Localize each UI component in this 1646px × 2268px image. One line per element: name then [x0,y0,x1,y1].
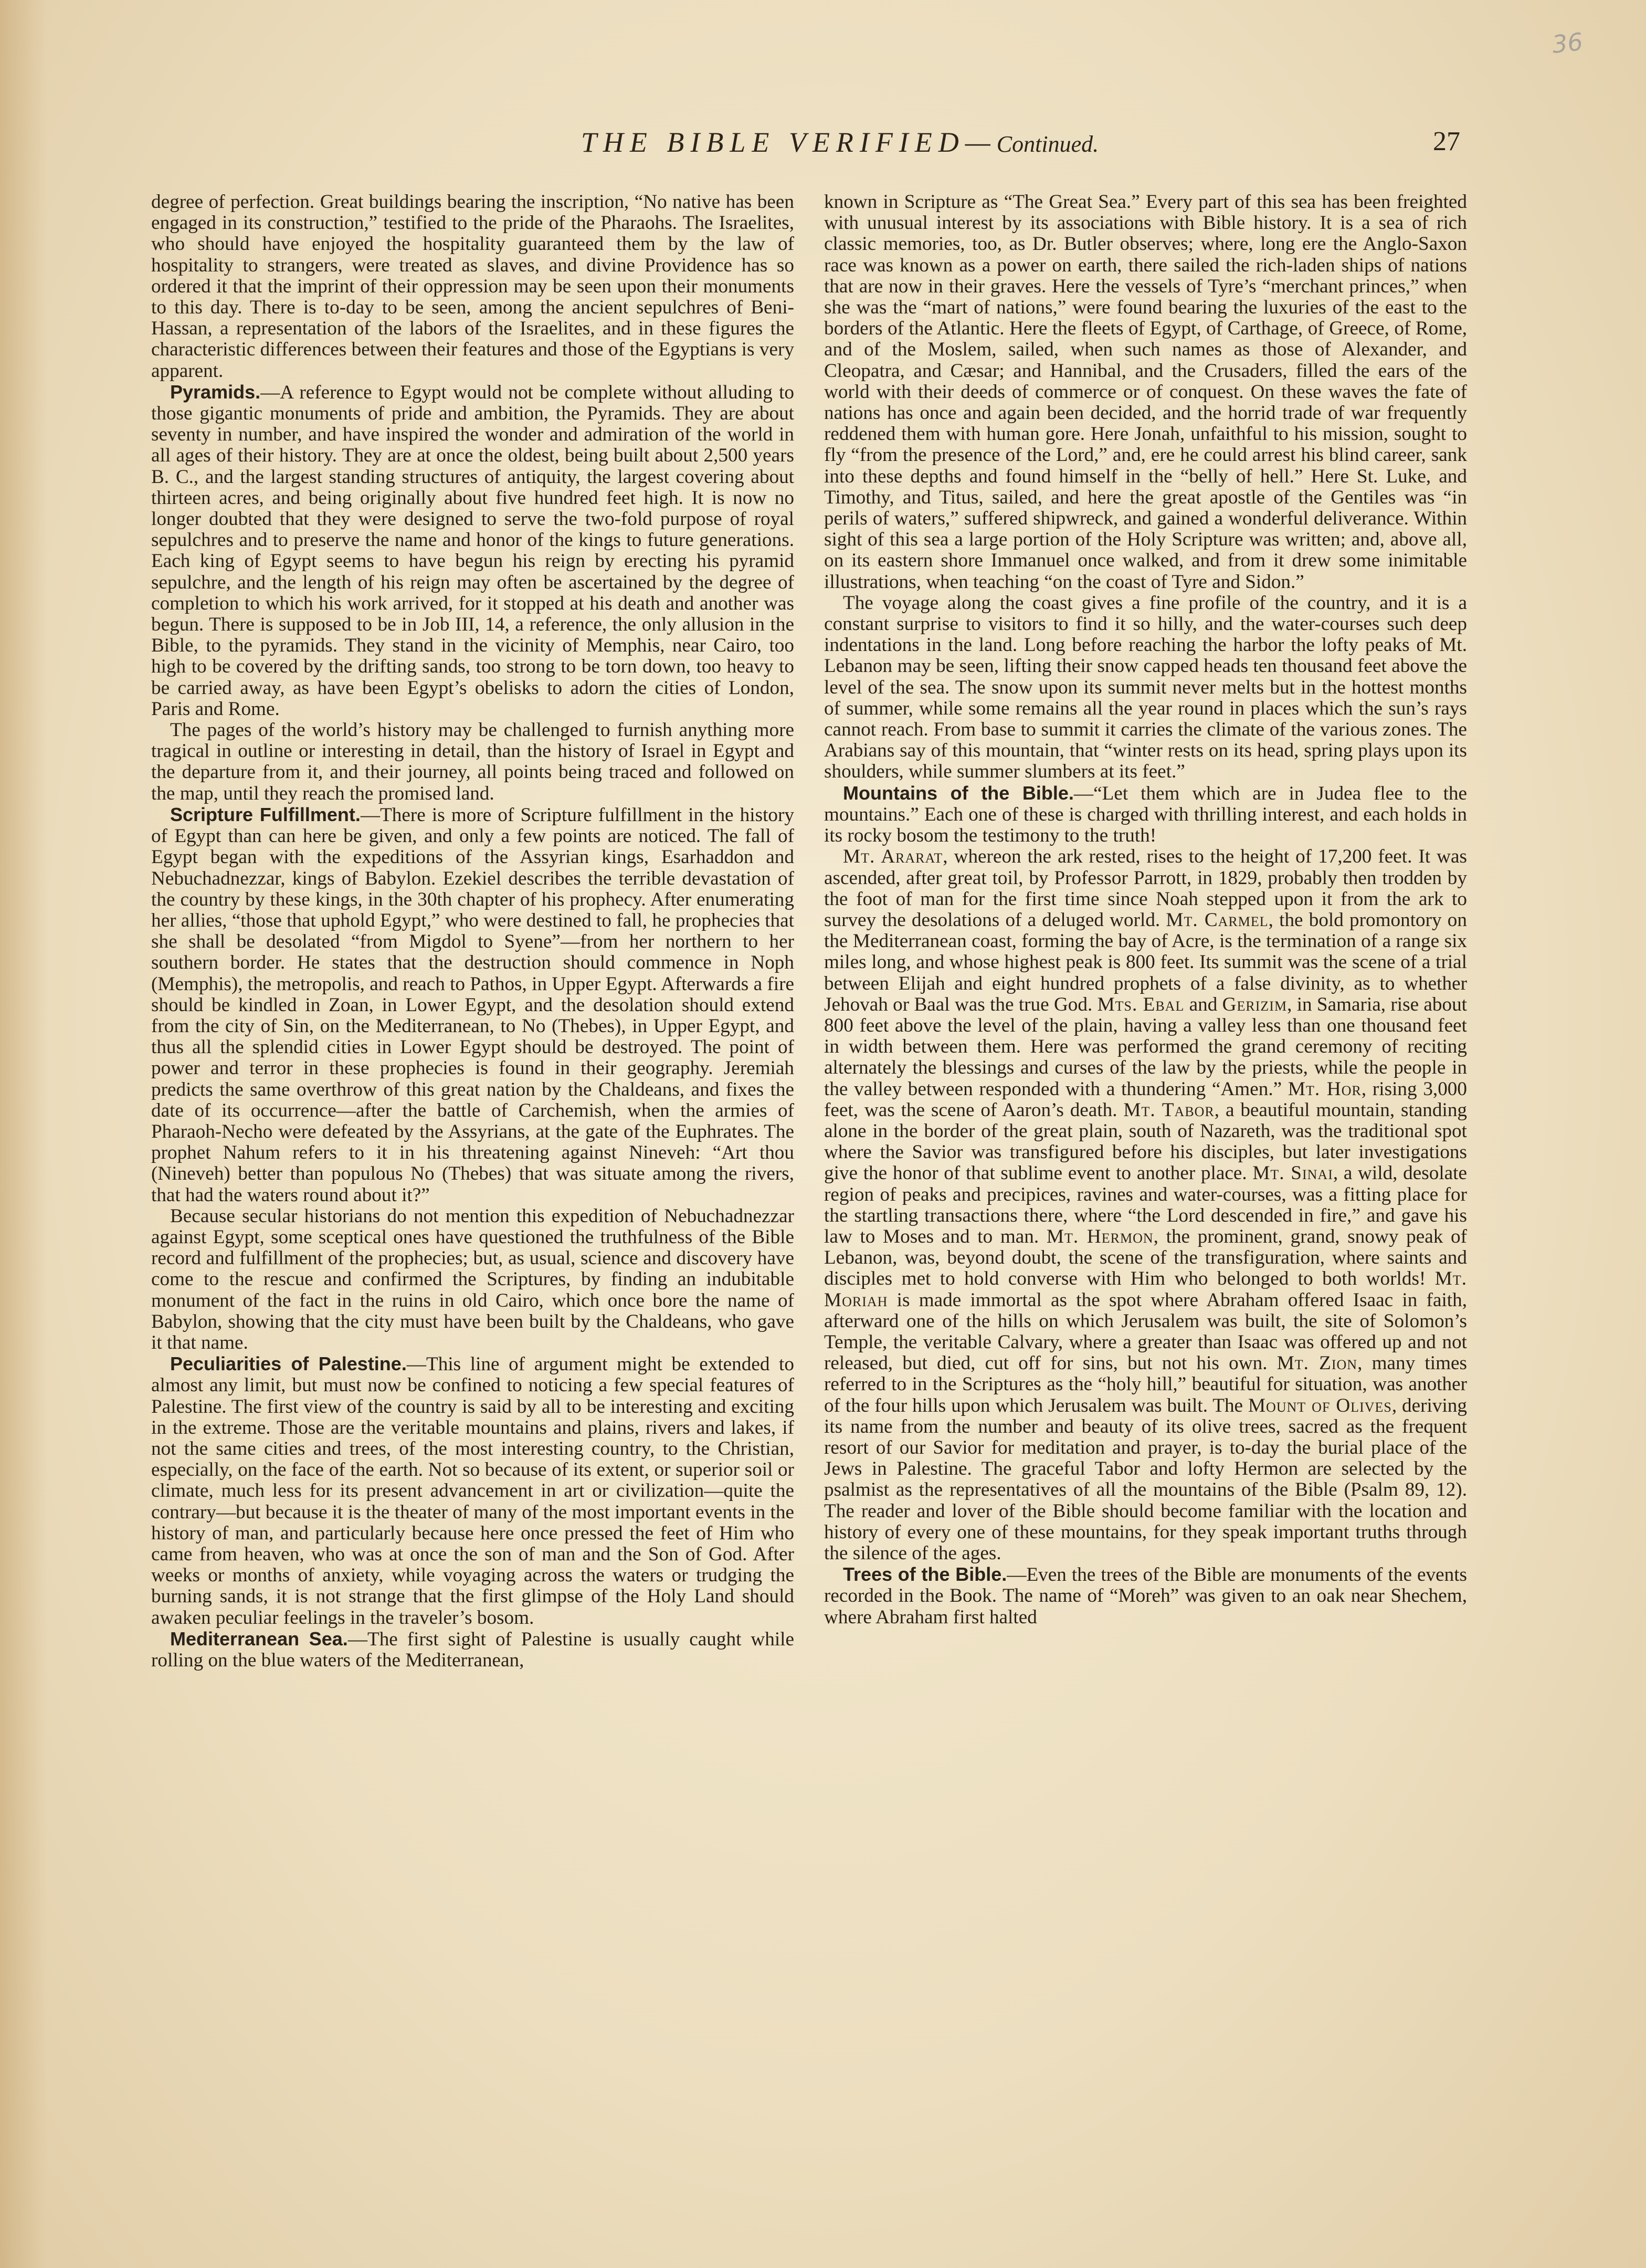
paragraph-trees [824,1564,1467,1628]
running-head-title [472,126,1207,159]
paragraph-text: , the bold promontory on the Mediterranean coast, forming the bay of Acre, is the termination of a range six miles long, and whose highest peak is 800 feet. Its summit was the scene of a trial between Elijah and eight hundred prophets of a false divinity, as to whether Jehovah or Baal was the true God. [824,909,1467,1015]
continued-label: Continued. [996,131,1099,157]
paragraph-mountains [824,783,1467,847]
paragraph-perfection: degree of perfection. Great buildings bearing the inscription, “No native has been engaged in its construction,” testified to the pride of the Pharaohs. The Israelites, who should have enjoyed the hospitality guaranteed them by the law of hospitality to strangers, were treated as slaves, and divine Providence has so ordered it that the imprint of their oppression may be seen upon their monuments to this day. There is to-day to be seen, among the ancient sepulchres of Beni-Hassan, a representation of the labors of the Israelites, and in these figures the characteristic differences between their features and those of the Egyptians is very apparent. [151,191,794,382]
paragraph-secular-historians: Because secular historians do not mention this expedition of Nebuchadnezzar against Egypt, some sceptical ones have questioned the truthfulness of the Bible record and fulfillment of the prophecies; but, as usual, science and discovery have come to the rescue and confirmed the Scriptures, by finding an indubitable monument of the fact in the ruins in old Cairo, which once bore the name of Babylon, showing that the city must have been built by the Chaldeans, who gave it that name. [151,1205,794,1353]
paragraph-text: —“Let them which are in Judea flee to the mountains.” Each one of these is charged with thrilling interest, and each holds in its rocky bosom the testimony to the truth! [824,782,1468,847]
mountain-name: Mt. Moriah [824,1268,1467,1311]
paragraph-text: —The first sight of Palestine is usually caught while rolling on the blue waters of the Mediterranean, [151,1628,794,1672]
right-column [824,192,1467,2092]
paragraph-text: is made immortal as the spot where Abraham offered Isaac in faith, afterward one of the hills on which Jerusalem was built, the site of Solomon’s Temple, the veritable Calvary, where a greater than Isaac was offered up and not released, but died, cut off for sins, but not his own. [824,1289,1467,1374]
section-heading-trees: Trees of the Bible. [843,1563,1007,1586]
paragraph-voyage: The voyage along the coast gives a fine profile of the country, and it is a constant surprise to visitors to find it so hilly, and the water-courses such deep indentations in the land. Long before reaching the harbor the lofty peaks of Mt. Lebanon may be seen, lifting their snow capped heads ten thousand feet above the level of the sea. The snow upon its summit never melts but in the hottest months of summer, while some remains all the year round in places which the sun’s rays cannot reach. From base to summit it carries the climate of the various zones. The Arabians say of this mountain, that “winter rests on its head, spring plays upon its shoulders, while summer slumbers at its feet.” [824,592,1467,783]
section-heading-mountains: Mountains of the Bible. [843,782,1074,804]
paragraph-text: , the prominent, grand, snowy peak of Lebanon, was, beyond doubt, the scene of the transfiguration, where saints and disciples met to hold converse with Him who belonged to both worlds! [824,1225,1467,1290]
paragraph-world-history: The pages of the world’s history may be challenged to furnish anything more tragical in outline or interesting in detail, than the history of Israel in Egypt and the departure from it, and their journey, all points being traced and followed on the map, until they reach the promised land. [151,719,794,804]
paragraph-text: , deriving its name from the number and beauty of its olive trees, sacred as the frequent resort of our Savior for meditation and prayer, is to-day the burial place of the Jews in Palestine. The graceful Tabor and lofty Hermon are selected by the psalmist as the representatives of all the mountains of the Bible (Psalm 89, 12). The reader and lover of the Bible should become familiar with the location and history of every one of these mountains, for they speak important truths through the silence of the ages. [824,1394,1467,1564]
mountain-name: Gerizim [1222,993,1288,1015]
paragraph-pyramids [151,382,794,720]
mountain-name: Mt. Ararat [843,846,943,868]
mountain-name: Mt. Hermon [1046,1225,1154,1247]
paragraph-text: , a beautiful mountain, standing alone in the border of the great plain, south of Nazareth, was the traditional spot where the Savior was transfigured before his disciples, but later investigations give the honor of that sublime event to another place. [824,1099,1468,1184]
pencil-page-note: 36 [1550,27,1585,59]
mountain-name: Mt. Tabor [1123,1099,1215,1121]
left-column [151,192,794,2092]
mountain-name: Mount of Olives [1248,1394,1392,1416]
mountain-name: Mt. Carmel [1166,909,1269,931]
title-dash: — [965,127,997,158]
paragraph-text: —A reference to Egypt would not be complete without alluding to those gigantic monuments of pride and ambition, the Pyramids. They are about seventy in number, and have inspired the wonder and admiration of the world in all ages of their history. They are at once the oldest, being built about 2,500 years B. C., and the largest standing structures of antiquity, the largest covering about thirteen acres, and being originally about five hundred feet high. It is now no longer doubted that they were designed to serve the two-fold purpose of royal sepulchres and to preserve the name and honor of the kings to future generations. Each king of Egypt seems to have begun his reign by erecting his pyramid sepulchre, and the length of his reign may often be ascertained by the degree of completion to which his work arrived, for it stopped at his death and another was begun. There is supposed to be in Job III, 14, a reference, the only allusion in the Bible, to the pyramids. They stand in the vicinity of Memphis, near Cairo, too high to be covered by the drifting sands, too strong to be torn down, too heavy to be carried away, as have been Egypt’s obelisks to adorn the cities of London, Paris and Rome. [151,381,794,720]
paragraph-mediterranean [151,1629,794,1671]
mountain-name: Mt. Sinai [1252,1162,1333,1184]
paragraph-text: , many times referred to in the Scriptures as the “holy hill,” beautiful for situation, was another of the four hills upon which Jerusalem was built. The [824,1352,1468,1416]
title-text: THE BIBLE VERIFIED [581,127,965,158]
paragraph-great-sea: known in Scripture as “The Great Sea.” Every part of this sea has been freighted with unusual interest by its associations with Bible history. It is a sea of rich classic memories, too, as Dr. Butler observes; where, long ere the Anglo-Saxon race was known as a power on earth, there sailed the rich-laden ships of nations that are now in their graves. Here the vessels of Tyre’s “merchant princes,” when she was the “mart of nations,” were found bearing the luxuries of the east to the borders of the Atlantic. Here the fleets of Egypt, of Carthage, of Greece, of Rome, and of the Moslem, sailed, when such names as those of Alexander, and Cleopatra, and Cæsar; and Hannibal, and the Crusaders, filled the ears of the world with their deeds of commerce or of conquest. On these waves the fate of nations has once and again been decided, and the horrid trade of war frequently reddened them with human gore. Here Jonah, unfaithful to his mission, sought to fly “from the presence of the Lord,” and, ere he could arrest his blind career, sank into these depths and found himself in the “belly of hell.” Here St. Luke, and Timothy, and Titus, sailed, and here the great apostle of the Gentiles was “in perils of waters,” suffered shipwreck, and gained a wonderful deliverance. Within sight of this sea a large portion of the Holy Scripture was written; and, above all, on its eastern shore Immanuel once walked, and from it drew some inimitable illustrations, when teaching “on the coast of Tyre and Sidon.” [824,191,1467,593]
section-heading-mediterranean: Mediterranean Sea. [170,1628,348,1650]
paragraph-text: and [1184,993,1222,1015]
section-heading-palestine: Peculiarities of Palestine. [170,1353,407,1375]
paragraph-mountain-list [824,846,1467,1564]
mountain-name: Mt. Hor [1288,1078,1362,1100]
mountain-name: Mt. Zion [1276,1352,1358,1374]
paragraph-text: , whereon the ark rested, rises to the height of 17,200 feet. It was ascended, after great toil, by Professor Parrott, in 1829, probably then trodden by the foot of man for the first time since Noah stepped upon it from the ark to survey the desolations of a deluged world. [824,846,1467,931]
paragraph-text: —This line of argument might be extended to almost any limit, but must now be confined to noticing a few special features of Palestine. The first view of the country is said by all to be interesting and exciting in the extreme. Those are the veritable mountains and plains, rivers and lakes, if not the same cities and trees, of the most interesting country, to the Christian, especially, on the face of the earth. Not so because of its extent, or superior soil or climate, much less for its present advancement in art or civilization—quite the contrary—but because it is the theater of many of the most important events in the history of man, and particularly because here once pressed the feet of Him who came from heaven, who was at once the son of man and the Son of God. After weeks or months of anxiety, while voyaging across the waters or trudging the burning sands, it is not strange that the first glimpse of the Holy Land should awaken peculiar feelings in the traveler’s bosom. [151,1353,794,1629]
paragraph-palestine [151,1353,794,1629]
paragraph-text: , in Samaria, rise about 800 feet above the level of the plain, having a valley less than one thousand feet in width between them. Here was performed the grand ceremony of reciting alternately the blessings and curses of the law by the priests, while the people in the valley between responded with a thundering “Amen.” [824,993,1468,1100]
paragraph-text: —Even the trees of the Bible are monuments of the events recorded in the Book. The name of “Moreh” was given to an oak near Shechem, where Abraham first halted [824,1564,1467,1628]
section-heading-scripture-fulfillment: Scripture Fulfillment. [170,803,361,825]
mountain-name: Mts. Ebal [1097,993,1185,1015]
page-edge-stain [0,0,47,2268]
paragraph-text: , rising 3,000 feet, was the scene of Aaron’s death. [824,1078,1467,1121]
section-heading-pyramids: Pyramids. [170,381,261,403]
page-number: 27 [1433,127,1460,156]
paragraph-scripture-fulfillment [151,804,794,1206]
running-head [0,126,1646,163]
paragraph-text: , a wild, desolate region of peaks and precipices, ravines and water-courses, was a fitting place for the startling transactions there, where “the Lord descended in fire,” and gave his law to Moses and to man. [824,1162,1467,1247]
paragraph-text: —There is more of Scripture fulfillment in the history of Egypt than can here be given, and only a few points are noticed. The fall of Egypt began with the expeditions of the Assyrian kings, Esarhaddon and Nebuchadnezzar, kings of Babylon. Ezekiel describes the terrible devastation of the country by these kings, in the 30th chapter of his prophecy. After enumerating her allies, “those that uphold Egypt,” who were destined to fall, he prophecies that she shall be desolated “from Migdol to Syene”—from her northern to her southern border. He states that the destruction should commence in Noph (Memphis), the metropolis, and reach to Pathos, in Upper Egypt. Afterwards a fire should be kindled in Zoan, in Lower Egypt, and the desolation should extend from the city of Sin, on the Mediterranean, to No (Thebes), in Upper Egypt, and thus all the splendid cities in Lower Egypt should be destroyed. The point of power and terror in these prophecies is found in their geography. Jeremiah predicts the same overthrow of this great nation by the Chaldeans, and fixes the date of its occurrence—after the battle of Carchemish, when the armies of Pharaoh-Necho were defeated by the Assyrians, at the gate of the Euphrates. The prophet Nahum refers to it in his threatening against Nineveh: “Art thou (Nineveh) better than populous No (Thebes) that was situate among the rivers, that had the waters round about it?” [151,804,794,1206]
